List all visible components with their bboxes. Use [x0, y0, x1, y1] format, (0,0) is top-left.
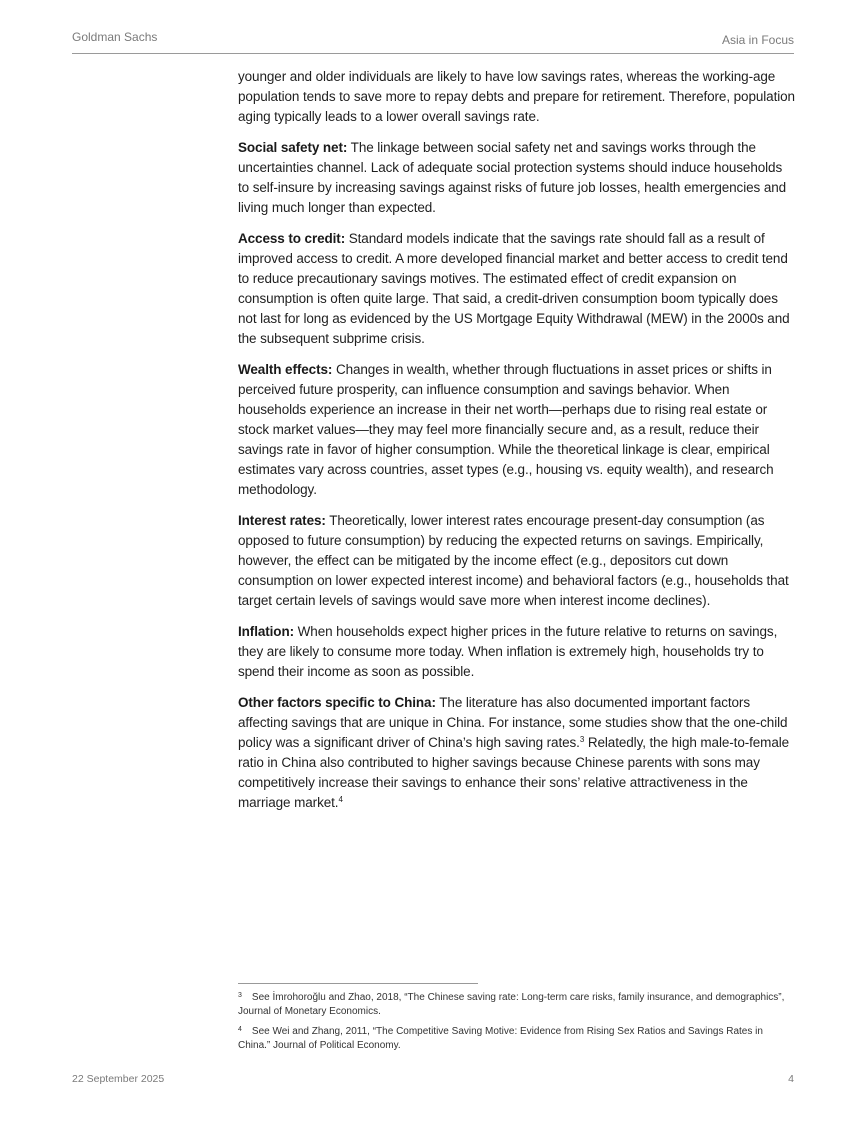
footnote-3 — [238, 989, 794, 1019]
header-brand: Goldman Sachs — [72, 30, 158, 44]
paragraph-text: The linkage between social safety net and savings works through the uncertainties channel. Lack of adequate social protection systems should induce households to self-insure by increasing savings against risks of future job losses, health emergencies and living much longer than expected. — [238, 140, 787, 215]
social-safety-net-paragraph — [238, 138, 796, 218]
paragraph-text: Changes in wealth, whether through fluctuations in asset prices or shifts in perceived future prosperity, can influence consumption and savings behavior. When households experience an increase in their net worth—perhaps due to rising real estate or stock market values—they may feel more financially secure and, as a result, reduce their savings rate in favor of higher consumption. While the theoretical linkage is clear, empirical estimates vary across countries, asset types (e.g., housing vs. equity wealth), and research methodology. — [238, 362, 774, 497]
paragraph-heading: Other factors specific to China: — [238, 695, 436, 710]
article-body — [238, 67, 796, 824]
paragraph-heading: Wealth effects: — [238, 362, 333, 377]
paragraph-heading: Access to credit: — [238, 231, 346, 246]
footnote-divider — [238, 983, 478, 984]
footnote-4 — [238, 1023, 794, 1053]
interest-rates-paragraph — [238, 511, 796, 611]
footnotes — [238, 989, 794, 1057]
paragraph-text: Standard models indicate that the savings rate should fall as a result of improved access to credit. A more developed financial market and better access to credit tend to reduce precautionary savings motives. The estimated effect of credit expansion on consumption is often quite large. That said, a credit-driven consumption boom typically does not last for long as evidenced by the US Mortgage Equity Withdrawal (MEW) in the 2000s and the subsequent subprime crisis. — [238, 231, 790, 346]
footnote-text: See İmrohoroğlu and Zhao, 2018, “The Chinese saving rate: Long-term care risks, family insurance, and demographics”, Journal of Monetary Economics. — [238, 992, 785, 1017]
inflation-paragraph — [238, 622, 796, 682]
footnote-number: 4 — [238, 1026, 242, 1033]
access-to-credit-paragraph — [238, 229, 796, 349]
footnote-ref-3[interactable]: 3 — [579, 735, 585, 744]
header-divider — [72, 53, 794, 54]
paragraph-text: Theoretically, lower interest rates encourage present-day consumption (as opposed to future consumption) by reducing the expected returns on savings. Empirically, however, the effect can be mitigated by the income effect (e.g., depositors cut down consumption on lower expected interest income) and behavioral factors (e.g., households that target certain levels of savings would save more when interest income declines). — [238, 513, 789, 608]
paragraph-text: The literature has also documented important factors affecting savings that are unique in China. For instance, some studies show that the one-child policy was a significant driver of China’s high saving rates. — [238, 695, 788, 750]
china-factors-paragraph — [238, 693, 796, 813]
intro-paragraph: younger and older individuals are likely to have low savings rates, whereas the working-age population tends to save more to repay debts and prepare for retirement. Therefore, population aging typically leads to a lower overall savings rate. — [238, 69, 795, 124]
header-publication: Asia in Focus — [721, 33, 794, 47]
paragraph-text: When households expect higher prices in the future relative to returns on savings, they are likely to consume more today. When inflation is extremely high, households try to spend their income as soon as possible. — [238, 624, 778, 679]
paragraph-heading: Social safety net: — [238, 140, 348, 155]
page-number: 4 — [788, 1073, 794, 1085]
paragraph-heading: Inflation: — [238, 624, 294, 639]
footnote-ref-4[interactable]: 4 — [338, 795, 343, 804]
paragraph-text: Relatedly, the high male-to-female ratio in China also contributed to higher savings because Chinese parents with sons may competitively increase their savings to enhance their sons’ relative attractiveness in the marriage market. — [238, 735, 790, 810]
footnote-text: See Wei and Zhang, 2011, “The Competitive Saving Motive: Evidence from Rising Sex Ratios and Savings Rates in China.” Journal of Political Economy. — [238, 1026, 763, 1051]
paragraph-heading: Interest rates: — [238, 513, 326, 528]
footer-date: 22 September 2025 — [72, 1073, 165, 1085]
footnote-number: 3 — [238, 992, 242, 999]
wealth-effects-paragraph — [238, 360, 796, 500]
